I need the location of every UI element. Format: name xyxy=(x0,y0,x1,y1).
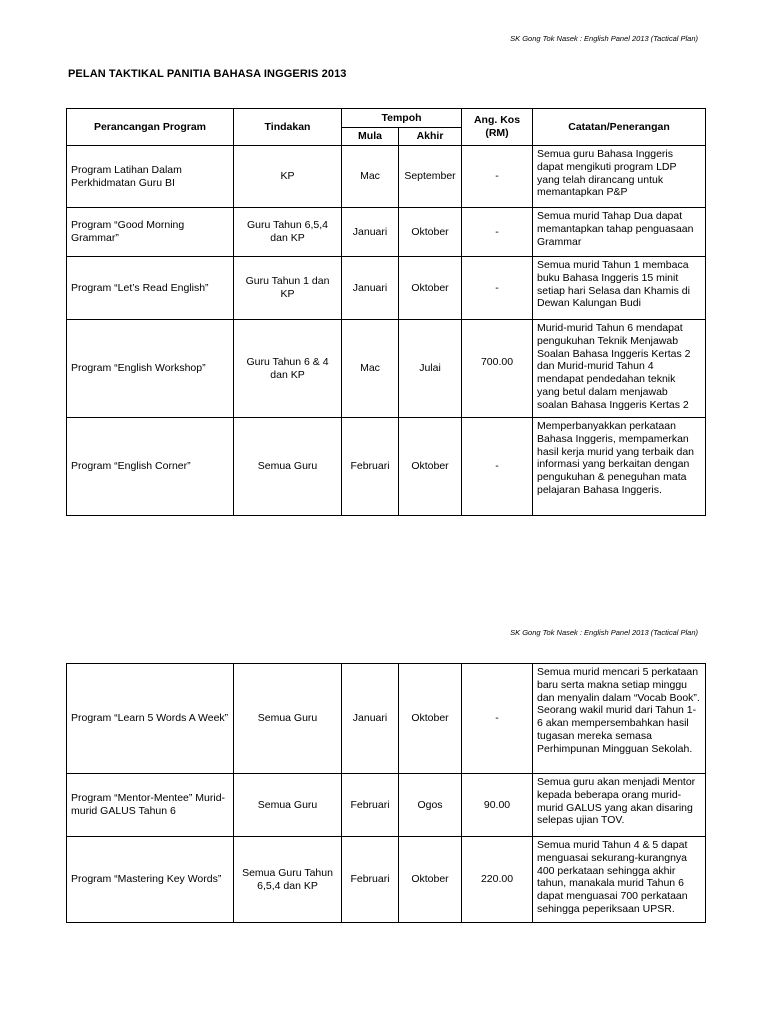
start-cell: Februari xyxy=(342,774,399,837)
header-duration: Tempoh xyxy=(342,109,462,128)
cost-cell: - xyxy=(462,146,533,208)
end-cell: Oktober xyxy=(399,208,462,257)
program-cell: Program “Let’s Read English” xyxy=(67,257,234,320)
table-row xyxy=(67,774,706,837)
table-row xyxy=(67,208,706,257)
table-row xyxy=(67,320,706,418)
action-cell: Semua Guru xyxy=(234,418,342,516)
start-cell: Januari xyxy=(342,208,399,257)
program-cell: Program Latihan Dalam Perkhidmatan Guru BI xyxy=(67,146,234,208)
program-cell: Program “Good Morning Grammar” xyxy=(67,208,234,257)
cost-cell: - xyxy=(462,418,533,516)
table-row xyxy=(67,146,706,208)
notes-cell: Memperbanyakkan perkataan Bahasa Inggeris, mempamerkan hasil kerja murid yang terbaik dan informasi yang berkaitan dengan pengukuhan & peneguhan mata pelajaran Bahasa Inggeris. xyxy=(533,418,706,516)
start-cell: Februari xyxy=(342,418,399,516)
table-row xyxy=(67,837,706,923)
table-row xyxy=(67,664,706,774)
program-cell: Program “English Workshop” xyxy=(67,320,234,418)
table-row xyxy=(67,418,706,516)
notes-cell: Semua murid Tahap Dua dapat memantapkan tahap penguasaan Grammar xyxy=(533,208,706,257)
program-cell: Program “Mastering Key Words” xyxy=(67,837,234,923)
running-header: SK Gong Tok Nasek : English Panel 2013 (Tactical Plan) xyxy=(510,628,698,637)
cost-cell: 90.00 xyxy=(462,774,533,837)
end-cell: Oktober xyxy=(399,257,462,320)
start-cell: Januari xyxy=(342,664,399,774)
program-cell: Program “Learn 5 Words A Week” xyxy=(67,664,234,774)
start-cell: Mac xyxy=(342,146,399,208)
start-cell: Mac xyxy=(342,320,399,418)
action-cell: Semua Guru xyxy=(234,774,342,837)
header-action: Tindakan xyxy=(234,109,342,146)
start-cell: Januari xyxy=(342,257,399,320)
start-cell: Februari xyxy=(342,837,399,923)
table-row xyxy=(67,257,706,320)
notes-cell: Semua murid Tahun 1 membaca buku Bahasa Inggeris 15 minit setiap hari Selasa dan Khamis di Dewan Kalungan Budi xyxy=(533,257,706,320)
header-program: Perancangan Program xyxy=(67,109,234,146)
action-cell: Guru Tahun 6,5,4 dan KP xyxy=(234,208,342,257)
cost-cell: - xyxy=(462,664,533,774)
program-cell: Program “English Corner” xyxy=(67,418,234,516)
tactical-plan-table xyxy=(66,108,706,516)
cost-cell: 220.00 xyxy=(462,837,533,923)
program-cell: Program “Mentor-Mentee” Murid-murid GALUS Tahun 6 xyxy=(67,774,234,837)
header-end: Akhir xyxy=(399,128,462,146)
end-cell: Oktober xyxy=(399,837,462,923)
action-cell: Guru Tahun 6 & 4 dan KP xyxy=(234,320,342,418)
action-cell: Semua Guru xyxy=(234,664,342,774)
document-title: PELAN TAKTIKAL PANITIA BAHASA INGGERIS 2013 xyxy=(68,68,347,80)
notes-cell: Semua murid mencari 5 perkataan baru serta makna setiap minggu dan menyalin dalam “Vocab Book”. Seorang wakil murid dari Tahun 1-6 akan mempersembahkan hasil tugasan mereka semasa Perhimpunan Mingguan Sekolah. xyxy=(533,664,706,774)
action-cell: Guru Tahun 1 dan KP xyxy=(234,257,342,320)
header-start: Mula xyxy=(342,128,399,146)
action-cell: Semua Guru Tahun 6,5,4 dan KP xyxy=(234,837,342,923)
end-cell: Ogos xyxy=(399,774,462,837)
running-header: SK Gong Tok Nasek : English Panel 2013 (Tactical Plan) xyxy=(510,34,698,43)
tactical-plan-table-continued xyxy=(66,663,706,923)
end-cell: Oktober xyxy=(399,418,462,516)
cost-cell: - xyxy=(462,257,533,320)
cost-cell: - xyxy=(462,208,533,257)
cost-cell: 700.00 xyxy=(462,320,533,418)
end-cell: Oktober xyxy=(399,664,462,774)
action-cell: KP xyxy=(234,146,342,208)
notes-cell: Semua guru akan menjadi Mentor kepada beberapa orang murid-murid GALUS yang akan disaring selepas ujian TOV. xyxy=(533,774,706,837)
notes-cell: Semua guru Bahasa Inggeris dapat mengikuti program LDP yang telah dirancang untuk memantapkan P&P xyxy=(533,146,706,208)
header-notes: Catatan/Penerangan xyxy=(533,109,706,146)
end-cell: September xyxy=(399,146,462,208)
notes-cell: Semua murid Tahun 4 & 5 dapat menguasai sekurang-kurangnya 400 perkataan sehingga akhir tahun, manakala murid Tahun 6 dapat menguasai 700 perkataan sehingga peperiksaan UPSR. xyxy=(533,837,706,923)
header-cost: Ang. Kos (RM) xyxy=(462,109,533,146)
end-cell: Julai xyxy=(399,320,462,418)
notes-cell: Murid-murid Tahun 6 mendapat pengukuhan Teknik Menjawab Soalan Bahasa Inggeris Kertas 2 dan Murid-murid Tahun 4 mendapat pendedahan teknik yang betul dalam menjawab soalan Bahasa Inggeris Kertas 2 xyxy=(533,320,706,418)
